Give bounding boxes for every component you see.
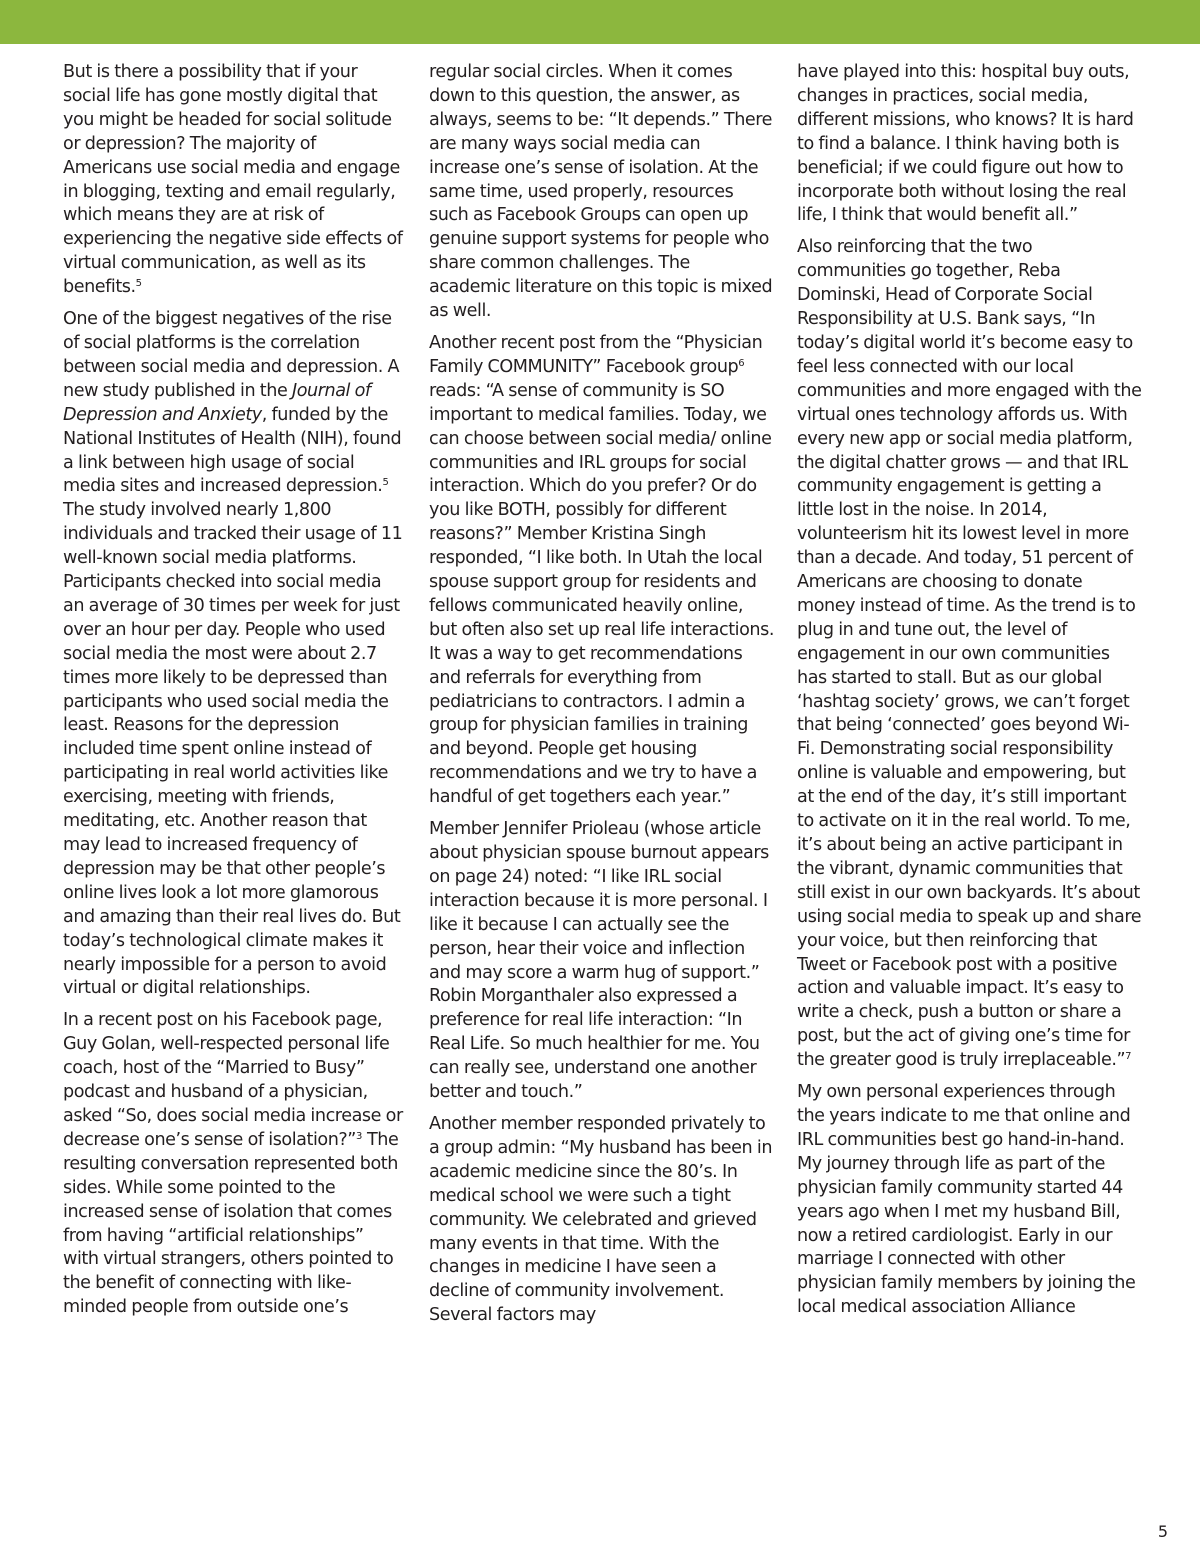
paragraph: Another member responded privately to a group admin: “My husband has been in academic medicine since the 80’s. In medical school we were such a tight community. We celebrated and grieved many events in that time. With the changes in medicine I have seen a decline of community involvement. Several factors may [429,1113,773,1326]
footnote-ref: 5 [135,278,143,290]
paragraph: Also reinforcing that the two communities go together, Reba Dominski, Head of Corporate Social Responsibility at U.S. Bank says, “In today’s digital world it’s become easy to feel less connected with our local communities and more engaged with the virtual ones technology affords us. With every new app or social media platform, the digital chatter grows — and that IRL community engagement is getting a little lost in the noise. In 2014, volunteerism hit its lowest level in more than a decade. And today, 51 percent of Americans are choosing to donate money instead of time. As the trend is to plug in and tune out, the level of engagement in our own communities has started to stall. But as our global ‘hashtag society’ grows, we can’t forget that being ‘connected’ goes beyond Wi-Fi. Demonstrating social responsibility online is valuable and empowering, but at the end of the day, it’s still important to activate on it in the real world. To me, it’s about being an active participant in the vibrant, dynamic communities that still exist in our own backyards. It’s about using social media to speak up and share your voice, but then reinforcing that Tweet or Facebook post with a positive action and valuable impact. It’s easy to write a check, push a button or share a post, but the act of giving one’s time for the greater good is truly irreplaceable.”$^7$ [797,237,1142,1071]
paragraph: Member Jennifer Prioleau (whose article about physician spouse burnout appears on page 24) noted: “I like IRL social interaction because it is more personal. I like it because I can actually see the person, hear their voice and inflection and may score a warm hug of support.” Robin Morganthaler also expressed a preference for real life interaction: “In Real Life. So much healthier for me. You can really see, understand one another better and touch.” [429,819,769,1103]
paragraph: Another recent post from the “Physician Family COMMUNITY” Facebook group$^6$ reads: “A sense of community is SO important to medical families. Today, we can choose between social media/ online communities and IRL groups for social interaction. Which do you prefer? Or do you like BOTH, possibly for different reasons?” Member Kristina Singh responded, “I like both. In Utah the local spouse support group for residents and fellows communicated heavily online, but often also set up real life interactions. It was a way to get recommendations and referrals for everything from pediatricians to contractors. I admin a group for physician families in training and beyond. People get housing recommendations and we try to have a handful of get togethers each year.” [429,332,774,808]
article-column-1 [63,61,403,1320]
article-column-2 [429,61,775,1328]
header-accent-bar [0,0,1200,44]
footnote-ref: 7 [1125,1051,1132,1063]
page-number: 5 [1157,1522,1168,1541]
paragraph: have played into this: hospital buy outs, changes in practices, social media, different missions, who knows? It is hard to find a balance. I think having both is beneficial; if we could figure out how to incorporate both without losing the real life, I think that would benefit all.” [797,62,1134,226]
paragraph: In a recent post on his Facebook page, Guy Golan, well-respected personal life coach, host of the “Married to Busy” podcast and husband of a physician, asked “So, does social media increase or decrease one’s sense of isolation?”$^3$ The resulting conversation represented both sides. While some pointed to the increased sense of isolation that comes from having “artificial relationships” with virtual strangers, others pointed to the benefit of connecting with like-minded people from outside one’s [63,1010,403,1318]
article-column-3 [797,61,1142,1320]
footnote-ref: 5 [382,477,389,489]
footnote-ref: 3 [355,1130,363,1142]
paragraph: One of the biggest negatives of the rise of social platforms is the correlation between social media and depression. A new study published in the Journal of Depression and Anxiety, funded by the National Institutes of Health (NIH), found a link between high usage of social media sites and increased depression.$^5$ The study involved nearly 1,800 individuals and tracked their usage of 11 well-known social media platforms. Participants checked into social media an average of 30 times per week for just over an hour per day. People who used social media the most were about 2.7 times more likely to be depressed than participants who used social media the least. Reasons for the depression included time spent online instead of participating in real world activities like exercising, meeting with friends, meditating, etc. Another reason that may lead to increased frequency of depression may be that other people’s online lives look a lot more glamorous and amazing than their real lives do. But today’s technological climate makes it nearly impossible for a person to avoid virtual or digital relationships. [63,309,403,999]
paragraph: My own personal experiences through the years indicate to me that online and IRL communities best go hand-in-hand. My journey through life as part of the physician family community started 44 years ago when I met my husband Bill, now a retired cardiologist. Early in our marriage I connected with other physician family members by joining the local medical association Alliance [797,1082,1136,1318]
paragraph: But is there a possibility that if your social life has gone mostly digital that you might be headed for social solitude or depression? The majority of Americans use social media and engage in blogging, texting and email regularly, which means they are at risk of experiencing the negative side effects of virtual communication, as well as its benefits.$^5$ [63,62,403,298]
footnote-ref: 6 [738,357,745,369]
journal-title: Journal of Depression and Anxiety [63,380,371,425]
article-body [0,61,1200,1481]
paragraph: regular social circles. When it comes down to this question, the answer, as always, seems to be: “It depends.” There are many ways social media can increase one’s sense of isolation. At the same time, used properly, resources such as Facebook Groups can open up genuine support systems for people who share common challenges. The academic literature on this topic is mixed as well. [429,62,773,322]
